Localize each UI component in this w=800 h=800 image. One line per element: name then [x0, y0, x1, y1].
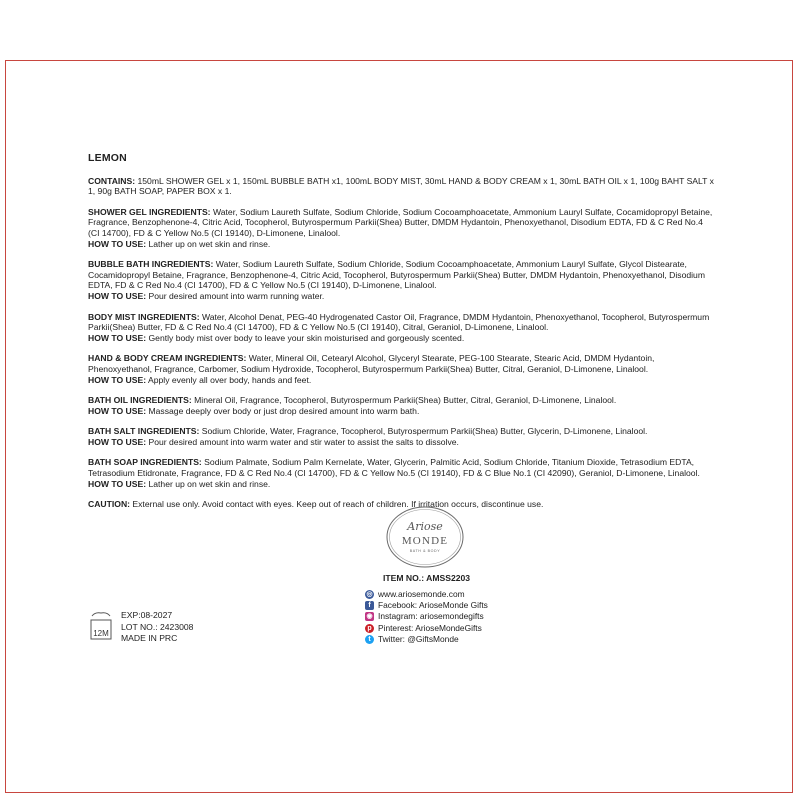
bath-soap-section: [88, 457, 716, 489]
product-title: LEMON: [88, 152, 127, 164]
open-jar-icon: [89, 611, 113, 641]
contains-label: CONTAINS:: [88, 175, 136, 186]
logo-script-text: Ariose: [407, 520, 443, 533]
how-to-use-text: Lather up on wet skin and rinse.: [146, 478, 271, 489]
bubble-bath-section: [88, 259, 716, 301]
how-to-use-text: Massage deeply over body or just drop desired amount into warm bath.: [146, 405, 420, 416]
how-to-use-label: HOW TO USE:: [88, 405, 147, 416]
how-to-use-label: HOW TO USE:: [88, 478, 147, 489]
website-text: www.ariosemonde.com: [378, 589, 465, 599]
ingredients-text: Water, Alcohol Denat, PEG-40 Hydrogenated Castor Oil, Fragrance, DMDM Hydantoin, Phenoxyethanol, Tocopherol, Butyrospermum Parkii(Shea) Butter, FD & C Red No.4 (CI 14700), FD & C Yellow No.5 (CI 19140), Citral, Geraniol, D-Limonene, Linalool.: [88, 311, 710, 333]
contains-section: [88, 176, 716, 197]
made-in: MADE IN PRC: [121, 633, 178, 643]
bath-oil-section: [88, 395, 716, 416]
facebook-icon: f: [365, 601, 374, 610]
ingredients-label: SHOWER GEL INGREDIENTS:: [88, 206, 211, 217]
instagram-text: Instagram: ariosemondegifts: [378, 611, 484, 622]
ingredients-label: BODY MIST INGREDIENTS:: [88, 311, 200, 322]
lot-number: LOT NO.: 2423008: [121, 621, 194, 632]
how-to-use-label: HOW TO USE:: [88, 238, 147, 249]
ingredients-text: Water, Sodium Laureth Sulfate, Sodium Chloride, Sodium Cocoamphoacetate, Ammonium Lauryl Sulfate, Glycol Distearate, Cocamidopropyl Betaine, Fragrance, Benzophenone-4, Citric Acid, Tocopherol, Butyrospermum Parkii(Shea) Butter, DMDM Hydantoin, Phenoxyethanol, Disodium EDTA, FD & C Red No.4 (CI 14700), FD & C Yellow No.5 (CI 19140), D-Limonene, Linalool.: [88, 259, 705, 291]
contains-text: 150mL SHOWER GEL x 1, 150mL BUBBLE BATH x1, 100mL BODY MIST, 30mL HAND & BODY CREAM x 1, 30mL BATH OIL x 1, 100g BAHT SALT x 1, 90g BATH SOAP, PAPER BOX x 1.: [88, 175, 714, 197]
social-link-instagram[interactable]: [365, 611, 488, 622]
twitter-text: Twitter: @GiftsMonde: [378, 633, 459, 644]
how-to-use-label: HOW TO USE:: [88, 332, 147, 343]
ingredients-text: Water, Sodium Laureth Sulfate, Sodium Chloride, Sodium Cocoamphoacetate, Ammonium Lauryl Sulfate, Cocamidopropyl Betaine, Fragrance, Benzophenone-4, Citric Acid, Tocopherol, Butyrospermum Parkii(Shea) Butter, DMDM Hydantoin, Phenoxyethanol, Disodium EDTA, FD & C Red No.4 (CI 14700), FD & C Yellow No.5 (CI 19140), D-Limonene, Linalool.: [88, 206, 713, 238]
bath-salt-section: [88, 426, 716, 447]
social-link-twitter[interactable]: [365, 634, 488, 645]
caution-label: CAUTION:: [88, 499, 131, 510]
social-links: [365, 589, 488, 645]
ingredients-text: Water, Mineral Oil, Cetearyl Alcohol, Glyceryl Stearate, PEG-100 Stearate, Stearic Acid, DMDM Hydantoin, Phenoxyethanol, Fragrance, Carbomer, Sodium Hydroxide, Tocopherol, Butyrospermum Parkii(Shea) Butter, Citral, Geraniol, D-Limonene, Linalool.: [88, 353, 655, 374]
ingredients-label: BATH SOAP INGREDIENTS:: [88, 457, 202, 468]
item-number: ITEM NO.: AMSS2203: [383, 573, 471, 583]
ingredients-text: Sodium Palmate, Sodium Palm Kernelate, Water, Glycerin, Palmitic Acid, Sodium Chloride, Titanium Dioxide, Tetrasodium EDTA, Tetrasodium Etidronate, Fragrance, FD & C Red No.4 (CI 14700), FD & C Yellow No.5 (CI 19140), FD & C Blue No.1 (CI 42090), Geraniol, D-Limonene, Linalool.: [88, 457, 700, 479]
pinterest-icon: p: [365, 624, 374, 633]
body-mist-section: [88, 312, 716, 344]
twitter-icon: t: [365, 635, 374, 644]
ingredients-label: BUBBLE BATH INGREDIENTS:: [88, 259, 214, 270]
label-content: [88, 153, 716, 510]
how-to-use-text: Lather up on wet skin and rinse.: [146, 238, 271, 249]
how-to-use-text: Pour desired amount into warm water and stir water to assist the salts to dissolve.: [146, 436, 459, 447]
logo-tagline-text: BATH & BODY: [409, 549, 441, 553]
ingredients-text: Sodium Chloride, Water, Fragrance, Tocopherol, Butyrospermum Parkii(Shea) Butter, Glycerin, D-Limonene, Linalool.: [199, 426, 648, 437]
brand-logo: [385, 505, 465, 569]
how-to-use-text: Apply evenly all over body, hands and feet.: [146, 374, 312, 385]
how-to-use-text: Gently body mist over body to leave your skin moisturised and gorgeously scented.: [146, 332, 465, 343]
hand-body-cream-section: [88, 353, 716, 385]
facebook-text: Facebook: AriosеMonde Gifts: [378, 600, 488, 611]
caution-text: External use only. Avoid contact with eyes. Keep out of reach of children. If irritation occurs, discontinue use.: [130, 499, 544, 510]
social-link-pinterest[interactable]: [365, 623, 488, 634]
ingredients-label: BATH OIL INGREDIENTS:: [88, 395, 192, 406]
ingredients-text: Mineral Oil, Fragrance, Tocopherol, Butyrospermum Parkii(Shea) Butter, Citral, Geraniol, D-Limonene, Linalool.: [191, 395, 617, 406]
social-link-website[interactable]: [365, 589, 488, 600]
how-to-use-label: HOW TO USE:: [88, 436, 147, 447]
logo-name-text: MONDE: [401, 535, 449, 547]
ingredients-label: HAND & BODY CREAM INGREDIENTS:: [88, 353, 247, 364]
expiry-date: EXP:08-2027: [121, 610, 173, 620]
how-to-use-label: HOW TO USE:: [88, 374, 147, 385]
shower-gel-section: [88, 207, 716, 249]
how-to-use-label: HOW TO USE:: [88, 290, 147, 301]
pinterest-text: Pinterest: AriosеMondeGifts: [378, 622, 482, 633]
social-link-facebook[interactable]: [365, 600, 488, 611]
how-to-use-text: Pour desired amount into warm running water.: [146, 290, 325, 301]
instagram-icon: ◉: [366, 613, 373, 621]
pao-label: 12M: [93, 629, 109, 638]
globe-icon: ◎: [366, 591, 373, 599]
ingredients-label: BATH SALT INGREDIENTS:: [88, 426, 200, 437]
